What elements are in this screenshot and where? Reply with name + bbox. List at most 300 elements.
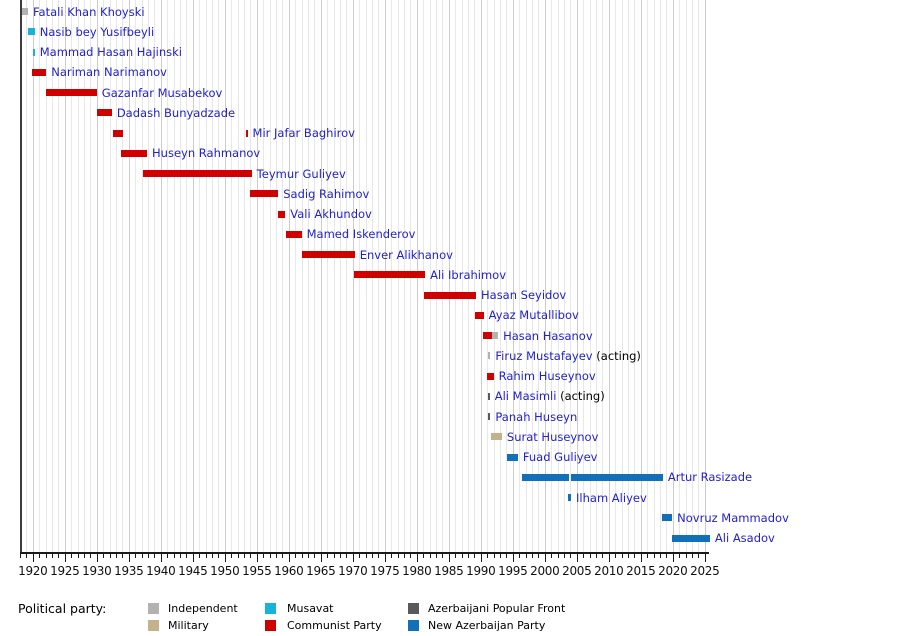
person-label[interactable] — [430, 268, 506, 282]
person-name[interactable]: Panah Huseyn — [495, 409, 578, 424]
x-axis-major-tick — [481, 554, 482, 562]
x-axis-minor-tick — [615, 554, 616, 558]
gridline-year — [673, 0, 674, 552]
legend-label-military: Military — [168, 619, 209, 632]
gridline-year — [622, 0, 623, 552]
x-axis-minor-tick — [78, 554, 79, 558]
x-axis-minor-tick — [212, 554, 213, 558]
person-name[interactable]: Mamed Iskenderov — [306, 227, 416, 242]
term-bar — [113, 130, 123, 137]
x-axis-tick-label: 1960 — [274, 564, 304, 578]
gridline-year — [250, 0, 251, 552]
person-name[interactable]: Mir Jafar Baghirov — [252, 126, 355, 140]
legend-label-communist: Communist Party — [287, 619, 382, 632]
x-axis-tick-label: 2000 — [530, 564, 560, 578]
legend-label-musavat: Musavat — [287, 602, 334, 615]
person-name[interactable]: Gazanfar Musabekov — [101, 85, 223, 100]
legend-swatch-musavat — [265, 603, 276, 614]
gridline-year — [186, 0, 187, 552]
x-axis-major-tick — [513, 554, 514, 562]
x-axis-minor-tick — [692, 554, 693, 558]
person-name[interactable]: Fuad Guliyev — [522, 450, 598, 464]
x-axis-tick-label: 1950 — [210, 564, 240, 578]
person-label[interactable] — [489, 308, 579, 322]
x-axis-minor-tick — [519, 554, 520, 558]
person-name[interactable]: Artur Rasizade — [667, 470, 753, 485]
x-axis-major-tick — [97, 554, 98, 562]
gridline-year — [263, 0, 264, 552]
person-label[interactable] — [290, 207, 372, 221]
x-axis-minor-tick — [180, 554, 181, 558]
x-axis-tick-label: 1980 — [402, 564, 432, 578]
person-name[interactable]: Ayaz Mutallibov — [488, 308, 579, 323]
x-axis-minor-tick — [423, 554, 424, 558]
x-axis-minor-tick — [378, 554, 379, 558]
x-axis-tick-label: 1975 — [370, 564, 400, 578]
term-bar — [492, 332, 498, 339]
term-bar — [354, 271, 425, 278]
gridline-year — [302, 0, 303, 552]
x-axis-minor-tick — [647, 554, 648, 558]
gridline-year — [218, 0, 219, 552]
gridline-year — [97, 0, 98, 552]
x-axis-tick-label: 2010 — [594, 564, 624, 578]
person-label[interactable] — [253, 126, 355, 140]
x-axis-minor-tick — [148, 554, 149, 558]
x-axis-major-tick — [353, 554, 354, 562]
term-bar — [32, 69, 46, 76]
x-axis-minor-tick — [206, 554, 207, 558]
x-axis-minor-tick — [26, 554, 27, 558]
x-axis-major-tick — [385, 554, 386, 562]
person-name[interactable]: Dadash Bunyadzade — [116, 105, 236, 120]
term-bar — [488, 413, 490, 420]
term-bar — [488, 352, 490, 359]
x-axis-minor-tick — [340, 554, 341, 558]
person-name[interactable]: Sadig Rahimov — [283, 186, 370, 201]
person-name[interactable]: Nariman Narimanov — [51, 65, 167, 80]
person-label[interactable] — [307, 227, 416, 241]
x-axis-minor-tick — [558, 554, 559, 558]
gridline-year — [596, 0, 597, 552]
x-axis-minor-tick — [244, 554, 245, 558]
x-axis-major-tick — [577, 554, 578, 562]
gridline-year — [686, 0, 687, 552]
person-name[interactable]: Teymur Guliyev — [256, 166, 346, 181]
legend-swatch-nap — [408, 620, 419, 631]
x-axis-minor-tick — [551, 554, 552, 558]
gridline-year — [110, 0, 111, 552]
person-label[interactable] — [507, 430, 598, 444]
legend — [0, 598, 900, 636]
x-axis-major-tick — [193, 554, 194, 562]
x-axis-tick-label: 1930 — [82, 564, 112, 578]
gridline-year — [257, 0, 258, 552]
person-label[interactable] — [257, 167, 346, 181]
person-label[interactable] — [715, 531, 775, 545]
person-label-suffix: (acting) — [556, 389, 605, 404]
x-axis-minor-tick — [398, 554, 399, 558]
x-axis-minor-tick — [679, 554, 680, 558]
gridline-year — [666, 0, 667, 552]
gridline-year — [602, 0, 603, 552]
term-bar — [302, 251, 355, 258]
term-bar — [28, 28, 35, 35]
gridline-year — [698, 0, 699, 552]
person-label[interactable] — [576, 491, 647, 505]
person-label[interactable] — [102, 86, 223, 100]
term-bar — [491, 433, 502, 440]
person-label[interactable] — [481, 288, 566, 302]
x-axis-minor-tick — [634, 554, 635, 558]
person-label[interactable] — [668, 470, 752, 484]
gridline-year — [58, 0, 59, 552]
x-axis-minor-tick — [295, 554, 296, 558]
gridline-year — [225, 0, 226, 552]
gridline-year — [52, 0, 53, 552]
person-name[interactable]: Ali Masimli — [494, 389, 557, 404]
x-axis-minor-tick — [455, 554, 456, 558]
gridline-year — [135, 0, 136, 552]
x-axis-minor-tick — [590, 554, 591, 558]
x-axis-tick-label: 1935 — [114, 564, 144, 578]
person-label[interactable] — [495, 349, 641, 363]
person-label[interactable] — [33, 5, 145, 19]
gridline-year — [705, 0, 706, 552]
x-axis-minor-tick — [58, 554, 59, 558]
x-axis-tick-label: 1945 — [178, 564, 208, 578]
x-axis-major-tick — [545, 554, 546, 562]
x-axis-minor-tick — [391, 554, 392, 558]
gridline-year — [532, 0, 533, 552]
x-axis-minor-tick — [135, 554, 136, 558]
term-bar — [507, 454, 518, 461]
gridline-year — [276, 0, 277, 552]
x-axis-tick-label: 1995 — [498, 564, 528, 578]
x-axis-minor-tick — [564, 554, 565, 558]
term-bar — [571, 474, 663, 481]
person-label[interactable] — [523, 450, 598, 464]
person-name[interactable]: Enver Alikhanov — [359, 247, 453, 262]
term-bar — [672, 535, 710, 542]
x-axis-tick-label: 1990 — [466, 564, 496, 578]
x-axis-minor-tick — [468, 554, 469, 558]
x-axis-minor-tick — [110, 554, 111, 558]
x-axis-minor-tick — [116, 554, 117, 558]
x-axis-minor-tick — [654, 554, 655, 558]
x-axis-minor-tick — [666, 554, 667, 558]
term-bar — [286, 231, 302, 238]
gridline-year — [583, 0, 584, 552]
x-axis-major-tick — [321, 554, 322, 562]
gridline-year — [193, 0, 194, 552]
term-bar — [475, 312, 483, 319]
x-axis-major-tick — [65, 554, 66, 562]
x-axis-minor-tick — [570, 554, 571, 558]
x-axis-major-tick — [129, 554, 130, 562]
x-axis-minor-tick — [583, 554, 584, 558]
gridline-year — [122, 0, 123, 552]
person-name[interactable]: Ali Ibrahimov — [430, 267, 507, 282]
person-label[interactable] — [503, 329, 593, 343]
person-name[interactable]: Fatali Khan Khoyski — [33, 4, 145, 19]
person-label[interactable] — [40, 45, 182, 59]
plot-left-edge-line — [20, 0, 22, 554]
x-axis-major-tick — [161, 554, 162, 562]
x-axis-minor-tick — [270, 554, 271, 558]
legend-label-independent: Independent — [168, 602, 238, 615]
gridline-year — [551, 0, 552, 552]
gridline-year — [590, 0, 591, 552]
legend-label-nap: New Azerbaijan Party — [428, 619, 546, 632]
person-name[interactable]: Ali Asadov — [714, 531, 775, 545]
gridline-year — [154, 0, 155, 552]
x-axis-major-tick — [609, 554, 610, 562]
gridline-year — [212, 0, 213, 552]
gridline-year — [321, 0, 322, 552]
x-axis-minor-tick — [142, 554, 143, 558]
x-axis-tick-label: 2020 — [658, 564, 688, 578]
gridline-year — [142, 0, 143, 552]
legend-swatch-communist — [265, 620, 276, 631]
person-name[interactable]: Ilham Aliyev — [576, 490, 647, 505]
person-name[interactable]: Hasan Hasanov — [503, 328, 593, 343]
gridline-year — [570, 0, 571, 552]
x-axis-tick-label: 2005 — [562, 564, 592, 578]
x-axis-minor-tick — [199, 554, 200, 558]
person-name[interactable]: Mammad Hasan Hajinski — [39, 45, 182, 59]
person-label-suffix: (acting) — [592, 348, 641, 363]
x-axis-minor-tick — [167, 554, 168, 558]
person-label[interactable] — [677, 511, 789, 525]
x-axis-major-tick — [33, 554, 34, 562]
x-axis-tick-label: 1955 — [242, 564, 272, 578]
gridline-year — [519, 0, 520, 552]
x-axis-major-tick — [449, 554, 450, 562]
person-name[interactable]: Novruz Mammadov — [677, 510, 789, 525]
x-axis-minor-tick — [263, 554, 264, 558]
x-axis-minor-tick — [46, 554, 47, 558]
x-axis-tick-label: 1940 — [146, 564, 176, 578]
person-name[interactable]: Nasib bey Yusifbeyli — [39, 24, 155, 39]
x-axis-minor-tick — [238, 554, 239, 558]
x-axis-minor-tick — [186, 554, 187, 558]
x-axis-minor-tick — [474, 554, 475, 558]
gridline-year — [238, 0, 239, 552]
gridline-year — [340, 0, 341, 552]
x-axis-major-tick — [225, 554, 226, 562]
gridline-year — [180, 0, 181, 552]
x-axis-tick-label: 1965 — [306, 564, 336, 578]
person-label[interactable] — [117, 106, 235, 120]
gridline-year — [289, 0, 290, 552]
x-axis-minor-tick — [410, 554, 411, 558]
term-bar — [487, 373, 494, 380]
x-axis-minor-tick — [366, 554, 367, 558]
gridline-year — [615, 0, 616, 552]
gridline-year — [270, 0, 271, 552]
legend-swatch-popular_front — [408, 603, 419, 614]
gridline-year — [558, 0, 559, 552]
term-bar — [424, 292, 476, 299]
gridline-year — [65, 0, 66, 552]
x-axis-minor-tick — [442, 554, 443, 558]
gridline-year — [129, 0, 130, 552]
x-axis-minor-tick — [90, 554, 91, 558]
x-axis-major-tick — [705, 554, 706, 562]
x-axis-major-tick — [417, 554, 418, 562]
person-label[interactable] — [360, 248, 453, 262]
gridline-year — [167, 0, 168, 552]
person-label[interactable] — [495, 389, 605, 403]
person-label[interactable] — [51, 65, 167, 79]
person-name[interactable]: Vali Akhundov — [290, 207, 372, 221]
gridline-year — [199, 0, 200, 552]
person-name[interactable]: Surat Huseynov — [506, 429, 599, 444]
term-bar — [522, 474, 569, 481]
x-axis-minor-tick — [660, 554, 661, 558]
gridline-year — [660, 0, 661, 552]
x-axis-tick-label: 1970 — [338, 564, 368, 578]
gridline-year — [538, 0, 539, 552]
legend-swatch-independent — [148, 603, 159, 614]
gridline-year — [295, 0, 296, 552]
gridline-year — [628, 0, 629, 552]
x-axis-minor-tick — [276, 554, 277, 558]
gridline-year — [71, 0, 72, 552]
term-bar — [250, 190, 278, 197]
x-axis-major-tick — [257, 554, 258, 562]
gridline-year — [174, 0, 175, 552]
term-bar — [488, 393, 490, 400]
person-label[interactable] — [499, 369, 596, 383]
x-axis-minor-tick — [122, 554, 123, 558]
person-label[interactable] — [495, 410, 577, 424]
gridline-year — [39, 0, 40, 552]
x-axis-minor-tick — [231, 554, 232, 558]
x-axis-tick-label: 2015 — [626, 564, 656, 578]
x-axis-minor-tick — [346, 554, 347, 558]
term-bar — [483, 332, 493, 339]
x-axis-minor-tick — [314, 554, 315, 558]
gridline-year — [641, 0, 642, 552]
x-axis-minor-tick — [622, 554, 623, 558]
gridline-year — [33, 0, 34, 552]
person-label[interactable] — [40, 25, 154, 39]
person-name[interactable]: Firuz Mustafayev — [495, 348, 593, 363]
gridline-year — [314, 0, 315, 552]
gridline-year — [90, 0, 91, 552]
gridline-year — [513, 0, 514, 552]
x-axis-tick-label: 2025 — [690, 564, 720, 578]
gridline-year — [346, 0, 347, 552]
x-axis-minor-tick — [462, 554, 463, 558]
gridline-year — [161, 0, 162, 552]
term-bar — [246, 130, 248, 137]
term-bar — [46, 89, 97, 96]
legend-label-popular_front: Azerbaijani Popular Front — [428, 602, 566, 615]
term-bar — [143, 170, 251, 177]
term-bar — [662, 514, 672, 521]
x-axis-minor-tick — [250, 554, 251, 558]
x-axis-major-tick — [641, 554, 642, 562]
gridline-year — [103, 0, 104, 552]
x-axis-minor-tick — [71, 554, 72, 558]
gridline-year — [647, 0, 648, 552]
x-axis-minor-tick — [20, 554, 21, 558]
x-axis-minor-tick — [327, 554, 328, 558]
x-axis-minor-tick — [487, 554, 488, 558]
x-axis-minor-tick — [532, 554, 533, 558]
x-axis-minor-tick — [506, 554, 507, 558]
gridline-year — [46, 0, 47, 552]
x-axis-minor-tick — [308, 554, 309, 558]
x-axis-minor-tick — [39, 554, 40, 558]
gridline-year — [84, 0, 85, 552]
x-axis-minor-tick — [628, 554, 629, 558]
x-axis-tick-label: 1920 — [18, 564, 48, 578]
person-label[interactable] — [283, 187, 369, 201]
gridline-year — [526, 0, 527, 552]
x-axis-minor-tick — [494, 554, 495, 558]
x-axis-minor-tick — [103, 554, 104, 558]
gridline-year — [231, 0, 232, 552]
term-bar — [33, 49, 35, 56]
gridline-year — [577, 0, 578, 552]
term-bar — [278, 211, 285, 218]
x-axis-minor-tick — [526, 554, 527, 558]
legend-swatch-military — [148, 620, 159, 631]
x-axis-minor-tick — [302, 554, 303, 558]
gridline-year — [78, 0, 79, 552]
gridline-year — [506, 0, 507, 552]
x-axis-minor-tick — [602, 554, 603, 558]
x-axis-minor-tick — [334, 554, 335, 558]
person-name[interactable]: Hasan Seyidov — [481, 288, 567, 302]
x-axis-minor-tick — [698, 554, 699, 558]
x-axis-minor-tick — [282, 554, 283, 558]
term-bar — [568, 494, 571, 501]
term-bar — [97, 109, 112, 116]
person-name[interactable]: Rahim Huseynov — [498, 369, 596, 383]
gridline-year — [244, 0, 245, 552]
term-bar — [121, 150, 147, 157]
x-axis-major-tick — [289, 554, 290, 562]
legend-title: Political party: — [18, 601, 107, 616]
x-axis-minor-tick — [218, 554, 219, 558]
x-axis-minor-tick — [154, 554, 155, 558]
x-axis-minor-tick — [430, 554, 431, 558]
x-axis-minor-tick — [538, 554, 539, 558]
person-label[interactable] — [152, 146, 260, 160]
x-axis-tick-label: 1985 — [434, 564, 464, 578]
gridline-year — [206, 0, 207, 552]
gridline-year — [308, 0, 309, 552]
x-axis-minor-tick — [686, 554, 687, 558]
x-axis-minor-tick — [174, 554, 175, 558]
x-axis-minor-tick — [52, 554, 53, 558]
x-axis-minor-tick — [596, 554, 597, 558]
person-name[interactable]: Huseyn Rahmanov — [152, 146, 261, 161]
x-axis-tick-label: 1925 — [50, 564, 80, 578]
x-axis-minor-tick — [436, 554, 437, 558]
gridline-year — [148, 0, 149, 552]
gridline-year — [545, 0, 546, 552]
x-axis-minor-tick — [500, 554, 501, 558]
gridline-year — [654, 0, 655, 552]
x-axis-minor-tick — [84, 554, 85, 558]
gridline-year — [116, 0, 117, 552]
